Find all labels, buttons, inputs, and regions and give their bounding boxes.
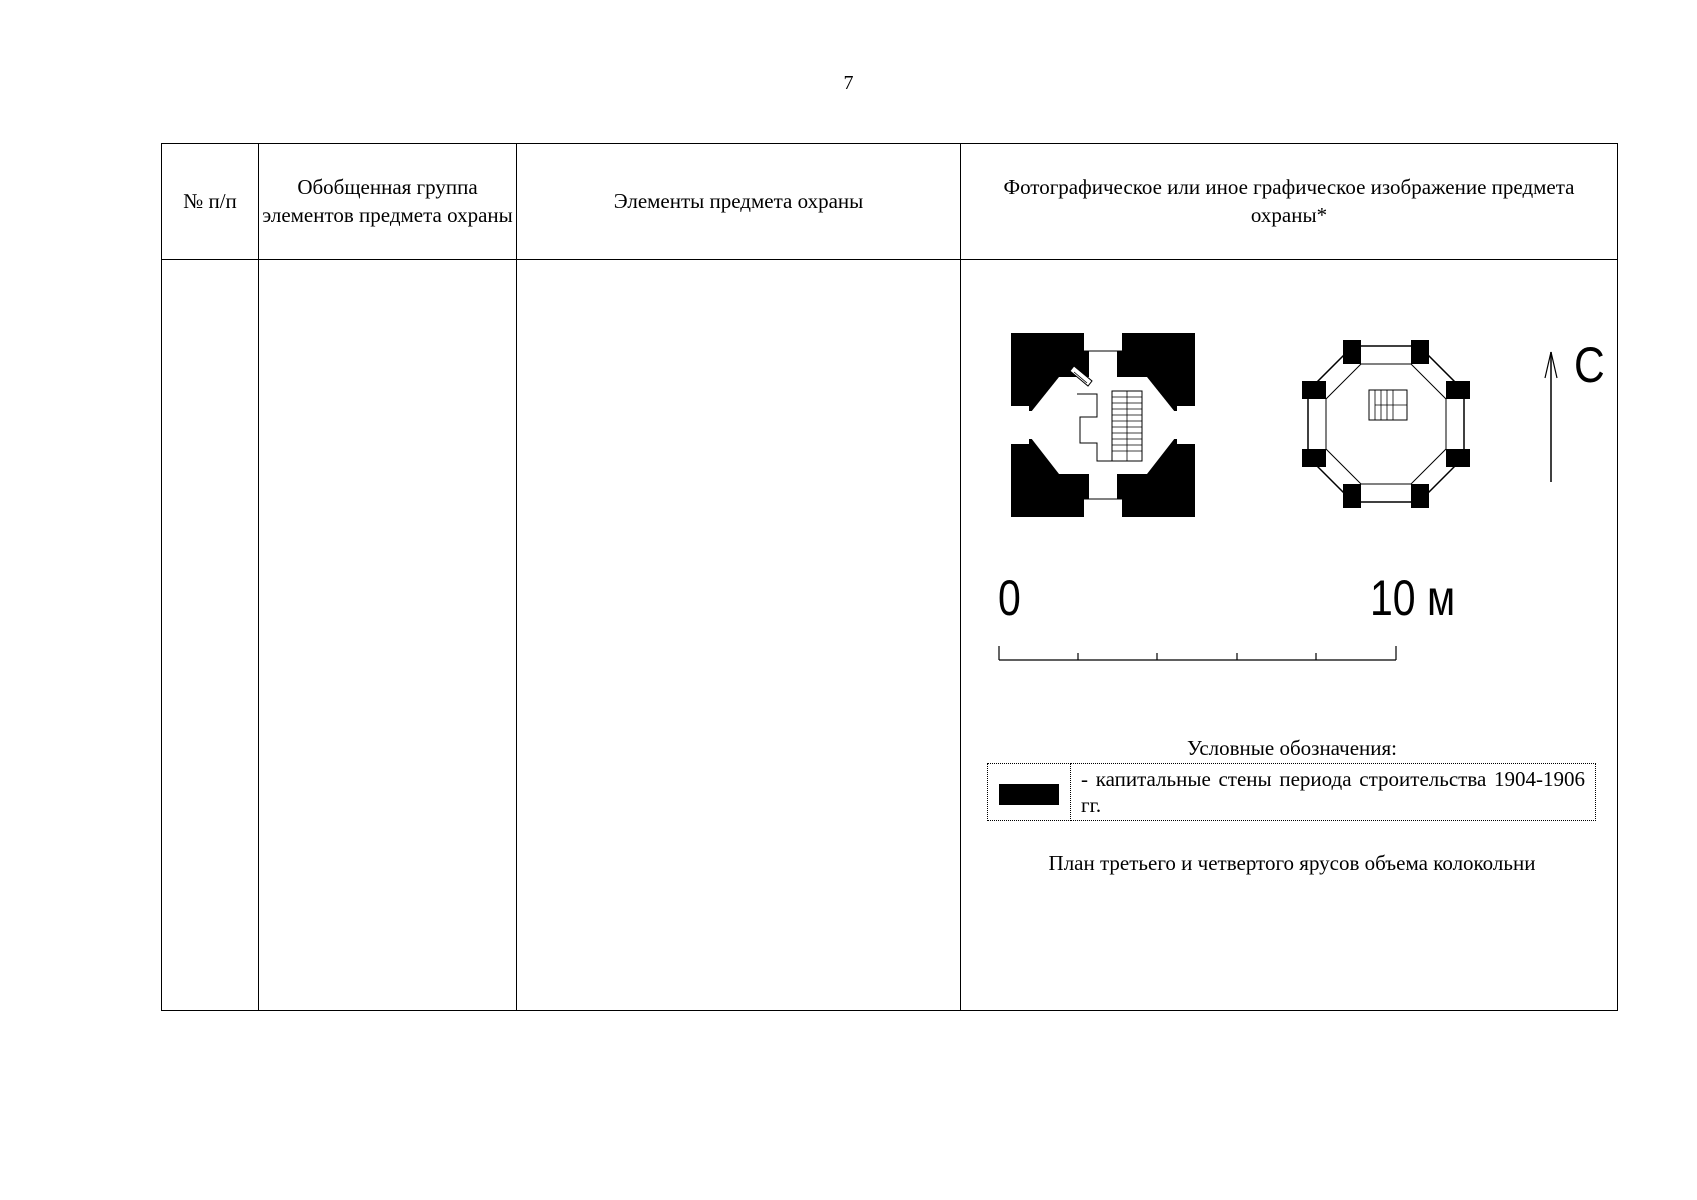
plan-drawing	[961, 260, 1623, 1010]
header-num: № п/п	[162, 144, 259, 260]
plan-caption: План третьего и четвертого ярусов объема колокольни	[1048, 851, 1536, 875]
scale-start-label: 0	[998, 570, 1021, 626]
legend-swatch	[999, 784, 1059, 805]
legend-table	[987, 763, 1596, 821]
scale-end-label: 10 м	[1370, 570, 1456, 626]
header-elements: Элементы предмета охраны	[517, 144, 961, 260]
plan-figure	[961, 260, 1617, 1010]
square-plan	[1011, 333, 1195, 517]
cell-num	[162, 260, 259, 1011]
header-photo: Фотографическое или иное графическое изображение предмета охраны*	[961, 144, 1618, 260]
page-number: 7	[843, 72, 854, 94]
north-arrow	[1545, 352, 1557, 482]
scale-bar	[999, 646, 1396, 660]
north-label: С	[1574, 337, 1605, 393]
table-row	[162, 260, 1618, 1011]
cell-photo	[961, 260, 1618, 1011]
cell-group	[259, 260, 517, 1011]
legend-item: - капитальные стены периода строительства 1904-1906 гг.	[1071, 764, 1596, 821]
cell-elements	[517, 260, 961, 1011]
legend-swatch-cell	[988, 764, 1071, 821]
octagon-plan	[1302, 340, 1470, 508]
table-header-row	[162, 144, 1618, 260]
legend-title: Условные обозначения:	[1186, 736, 1398, 760]
protection-table	[161, 143, 1618, 1011]
header-group: Обобщенная группа элементов предмета охраны	[259, 144, 517, 260]
